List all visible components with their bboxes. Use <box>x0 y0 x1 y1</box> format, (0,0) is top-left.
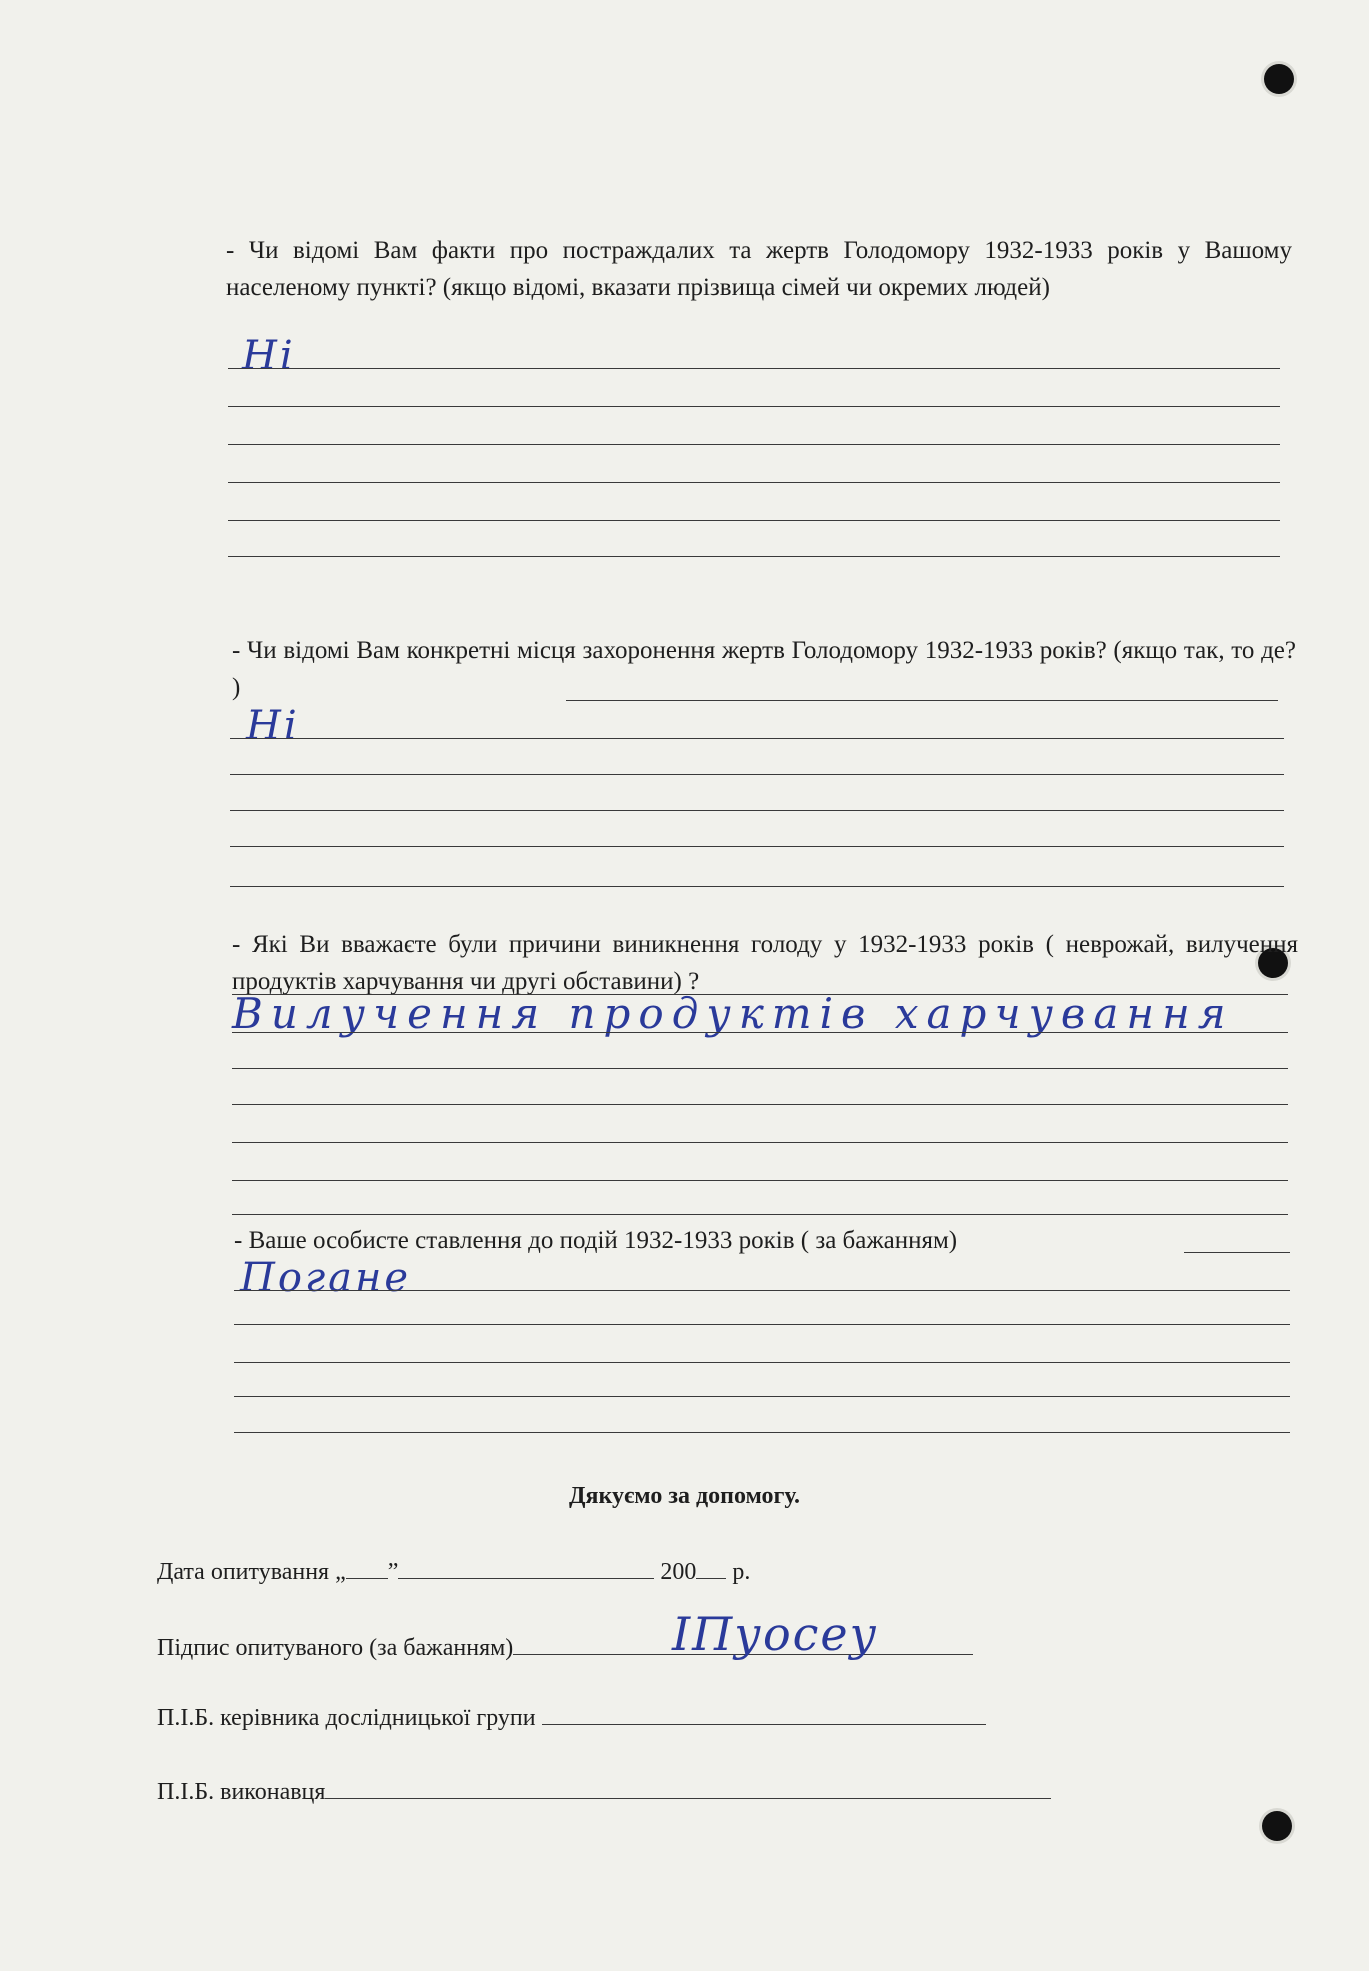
executor-blank <box>325 1776 1051 1799</box>
answer-line <box>232 1104 1288 1105</box>
answer-line <box>228 556 1280 557</box>
signature-label: Підпис опитуваного (за бажанням) <box>157 1635 514 1661</box>
answer-line <box>228 406 1280 407</box>
answer-line <box>232 1180 1288 1181</box>
signature-handwriting: ІПуосеу <box>672 1607 879 1661</box>
answer-line <box>234 1290 1290 1291</box>
answer-line <box>230 738 1284 739</box>
answer-line <box>234 1396 1290 1397</box>
answer-line <box>230 774 1284 775</box>
answer-line <box>228 482 1280 483</box>
leader-blank <box>542 1702 986 1725</box>
answer-line <box>228 368 1280 369</box>
answer-line <box>232 1032 1288 1033</box>
date-field <box>157 1556 750 1587</box>
date-day-blank <box>346 1556 388 1579</box>
answer-line <box>230 810 1284 811</box>
answer-line <box>228 444 1280 445</box>
answer-line <box>232 1214 1288 1215</box>
question-3-text: - Які Ви вважаєте були причини виникнення голоду у 1932-1933 років ( неврожай, вилучення продуктів харчування чи другі обставини) ? <box>232 931 1298 995</box>
executor-field <box>157 1776 1051 1807</box>
question-3-answer: Вилучення продуктів харчування <box>232 989 1234 1038</box>
date-suffix: р. <box>732 1559 751 1585</box>
answer-line <box>230 886 1284 887</box>
answer-line <box>228 520 1280 521</box>
date-quote: ” <box>387 1559 399 1585</box>
question-1-text: - Чи відомі Вам факти про постраждалих та жертв Голодомору 1932-1933 років у Вашому населеному пункті? (якщо відомі, вказати прізвища сімей чи окремих людей) <box>226 237 1292 301</box>
date-label: Дата опитування „ <box>157 1559 346 1585</box>
punch-hole-top <box>1264 64 1294 94</box>
leader-label: П.І.Б. керівника дослідницької групи <box>157 1705 536 1731</box>
question-4-text: - Ваше особисте ставлення до подій 1932-1933 років ( за бажанням) <box>234 1227 958 1254</box>
answer-line <box>232 1142 1288 1143</box>
answer-line-inline <box>1184 1252 1290 1253</box>
thanks-text: Дякуємо за допомогу. <box>568 1483 801 1509</box>
answer-line <box>230 846 1284 847</box>
answer-line-inline <box>566 700 1278 701</box>
punch-hole-bottom <box>1262 1811 1292 1841</box>
question-2-text: - Чи відомі Вам конкретні місця захоронення жертв Голодомору 1932-1933 років? (якщо так, то де? ) <box>232 637 1296 701</box>
answer-line <box>234 1324 1290 1325</box>
date-year-prefix: 200 <box>660 1559 697 1585</box>
answer-line <box>232 1068 1288 1069</box>
question-4-answer: Погане <box>240 1255 412 1301</box>
answer-line <box>234 1362 1290 1363</box>
question-2-answer: Ні <box>246 703 300 749</box>
question-1-answer: Ні <box>242 333 296 379</box>
leader-field <box>157 1702 986 1733</box>
answer-line <box>234 1432 1290 1433</box>
executor-label: П.І.Б. виконавця <box>157 1779 326 1805</box>
date-month-blank <box>398 1556 654 1579</box>
date-year-blank <box>696 1556 726 1579</box>
